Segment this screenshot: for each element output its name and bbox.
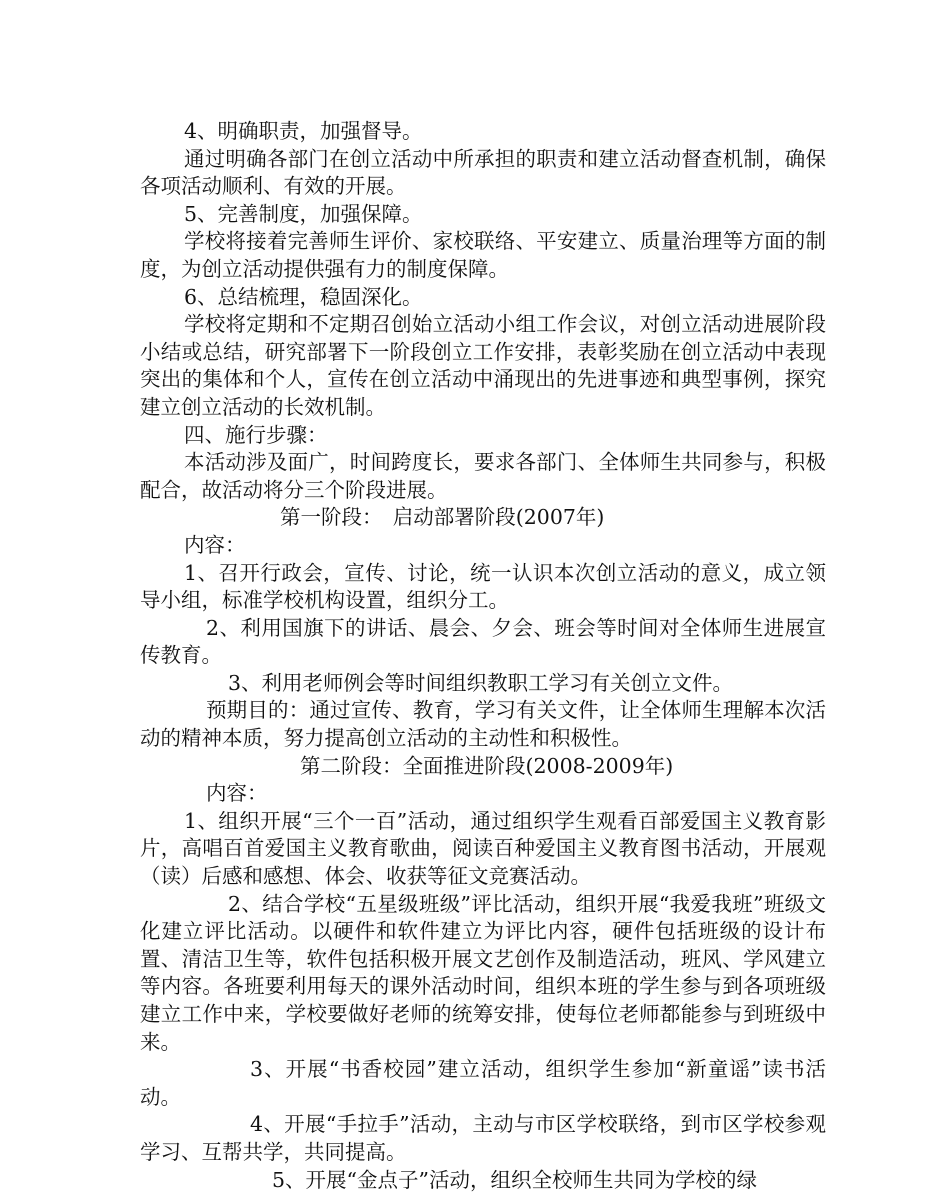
paragraph: 学校将定期和不定期召创始立活动小组工作会议，对创立活动进展阶段小结或总结，研究部署下一阶段创立工作安排，表彰奖励在创立活动中表现突出的集体和个人，宣传在创立活动中涌现出的先进事迹和典型事例，探究建立创立活动的长效机制。 <box>140 312 826 419</box>
paragraph: 3、开展“书香校园”建立活动，组织学生参加“新童谣”读书活动。 <box>140 1057 826 1109</box>
paragraph: 2、结合学校“五星级班级”评比活动，组织开展“我爱我班”班级文化建立评比活动。以硬件和软件建立为评比内容，硬件包括班级的设计布置、清洁卫生等，软件包括积极开展文艺创作及制造活动，班风、学风建立等内容。各班要利用每天的课外活动时间，组织本班的学生参与到各项班级建立工作中来，学校要做好老师的统筹安排，使每位老师都能参与到班级中来。 <box>140 891 826 1054</box>
paragraph: 学校将接着完善师生评价、家校联络、平安建立、质量治理等方面的制度，为创立活动提供强有力的制度保障。 <box>140 229 826 281</box>
phase-heading: 第二阶段：全面推进阶段(2008-2009年) <box>300 753 674 778</box>
paragraph: 5、完善制度，加强保障。 <box>184 201 423 226</box>
document-page <box>140 118 826 1194</box>
paragraph: 预期目的：通过宣传、教育，学习有关文件，让全体师生理解本次活动的精神本质，努力提高创立活动的主动性和积极性。 <box>140 698 826 751</box>
section-heading: 四、施行步骤： <box>184 422 328 447</box>
phase-heading: 第一阶段： 启动部署阶段(2007年) <box>280 505 605 530</box>
paragraph: 1、召开行政会，宣传、讨论，统一认识本次创立活动的意义，成立领导小组，标准学校机构设置，组织分工。 <box>140 560 826 613</box>
content-label: 内容： <box>184 532 246 557</box>
paragraph: 本活动涉及面广，时间跨度长，要求各部门、全体师生共同参与，积极配合，故活动将分三个阶段进展。 <box>140 450 826 502</box>
paragraph: 5、开展“金点子”活动，组织全校师生共同为学校的绿 <box>272 1167 758 1192</box>
paragraph: 2、利用国旗下的讲话、晨会、夕会、班会等时间对全体师生进展宣传教育。 <box>140 615 826 668</box>
paragraph: 4、开展“手拉手”活动，主动与市区学校联络，到市区学校参观学习、互帮共学，共同提高。 <box>140 1112 826 1164</box>
paragraph: 通过明确各部门在创立活动中所承担的职责和建立活动督查机制，确保各项活动顺利、有效的开展。 <box>140 146 826 199</box>
paragraph: 6、总结梳理，稳固深化。 <box>184 284 423 309</box>
paragraph: 4、明确职责，加强督导。 <box>184 119 423 143</box>
paragraph: 3、利用老师例会等时间组织教职工学习有关创立文件。 <box>228 670 734 695</box>
content-label: 内容： <box>206 781 268 806</box>
paragraph: 1、组织开展“三个一百”活动，通过组织学生观看百部爱国主义教育影片，高唱百首爱国主义教育歌曲，阅读百种爱国主义教育图书活动，开展观（读）后感和感想、体会、收获等征文竞赛活动。 <box>140 808 826 889</box>
